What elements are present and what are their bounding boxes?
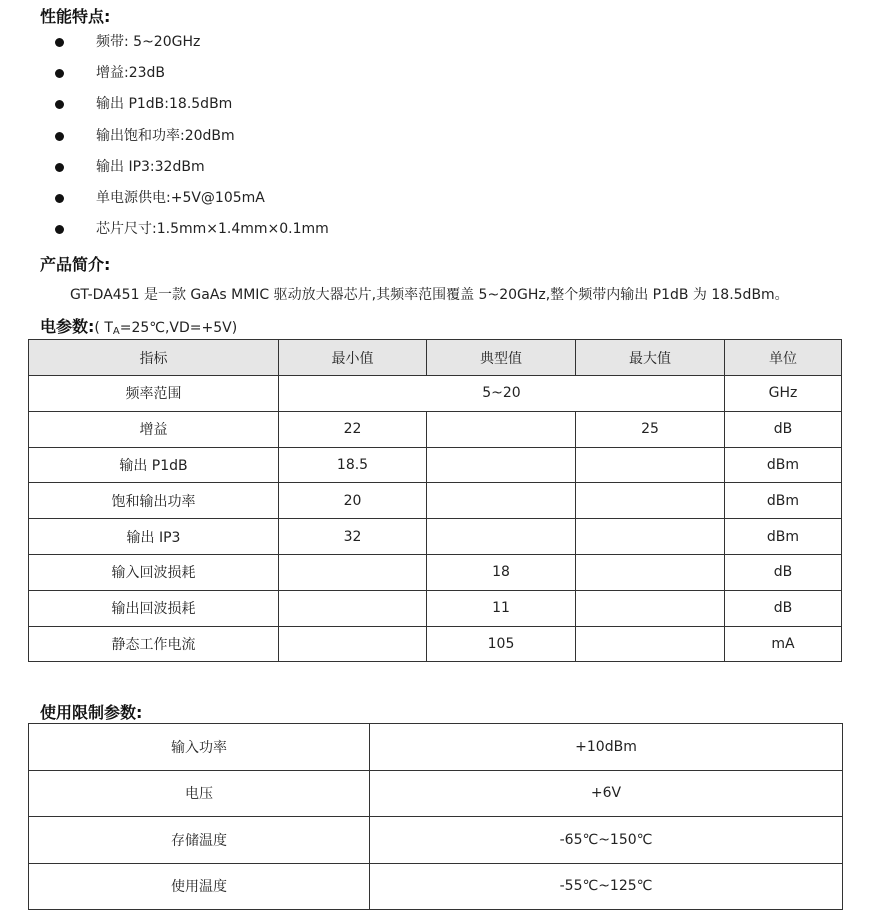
unit-cell: dB xyxy=(725,411,842,447)
param-cell: 输出回波损耗 xyxy=(29,590,279,626)
feature-text: 输出饱和功率:20dBm xyxy=(96,127,235,144)
typ-cell: 105 xyxy=(427,626,576,662)
list-item xyxy=(0,27,880,58)
list-item xyxy=(0,89,880,120)
intro-heading: 产品简介: xyxy=(40,255,111,274)
table-row xyxy=(29,483,842,519)
table-row xyxy=(29,447,842,483)
param-cell: 使用温度 xyxy=(29,863,370,910)
max-cell xyxy=(576,519,725,555)
max-cell xyxy=(576,483,725,519)
min-cell: 20 xyxy=(279,483,427,519)
list-item xyxy=(0,152,880,183)
col-header: 典型值 xyxy=(427,340,576,376)
condition-subscript: A xyxy=(112,326,120,337)
bullet-icon xyxy=(55,69,64,78)
features-heading: 性能特点: xyxy=(40,7,111,26)
table-row xyxy=(29,411,842,447)
list-item xyxy=(0,183,880,214)
table-row xyxy=(29,554,842,590)
intro-text: GT-DA451 是一款 GaAs MMIC 驱动放大器芯片,其频率范围覆盖 5~20GHz,整个频带内输出 P1dB 为 18.5dBm。 xyxy=(70,287,789,303)
table-row xyxy=(29,626,842,662)
param-cell: 输出 P1dB xyxy=(29,447,279,483)
electrical-table xyxy=(28,339,842,662)
max-cell xyxy=(576,554,725,590)
max-cell xyxy=(576,590,725,626)
feature-text: 频带: 5~20GHz xyxy=(96,34,201,50)
condition-rest: =25℃,VD=+5V) xyxy=(119,320,238,336)
list-item xyxy=(0,214,880,245)
max-cell: 25 xyxy=(576,411,725,447)
min-cell: 18.5 xyxy=(279,447,427,483)
bullet-icon xyxy=(55,194,64,203)
typ-cell: 11 xyxy=(427,590,576,626)
bullet-icon xyxy=(55,163,64,172)
value-cell: -55℃~125℃ xyxy=(370,863,843,910)
col-header: 指标 xyxy=(29,340,279,376)
typ-cell xyxy=(427,411,576,447)
table-row xyxy=(29,817,843,864)
param-cell: 输出 IP3 xyxy=(29,519,279,555)
value-cell: +6V xyxy=(370,770,843,817)
param-cell: 静态工作电流 xyxy=(29,626,279,662)
features-list xyxy=(0,27,880,245)
param-cell: 电压 xyxy=(29,770,370,817)
limits-table xyxy=(28,723,843,910)
min-cell xyxy=(279,590,427,626)
electrical-heading xyxy=(40,314,237,337)
unit-cell: dB xyxy=(725,554,842,590)
unit-cell: dB xyxy=(725,590,842,626)
typ-cell xyxy=(427,483,576,519)
condition-open: ( T xyxy=(94,320,113,336)
table-row xyxy=(29,376,842,412)
min-cell: 32 xyxy=(279,519,427,555)
feature-text: 芯片尺寸:1.5mm×1.4mm×0.1mm xyxy=(96,221,329,238)
typ-cell xyxy=(427,519,576,555)
min-cell xyxy=(279,626,427,662)
electrical-heading-label: 电参数: xyxy=(40,317,95,336)
bullet-icon xyxy=(55,100,64,109)
typ-cell: 18 xyxy=(427,554,576,590)
value-cell: +10dBm xyxy=(370,724,843,771)
table-row xyxy=(29,770,843,817)
feature-text: 增益:23dB xyxy=(96,65,166,82)
col-header: 最小值 xyxy=(279,340,427,376)
value-cell: -65℃~150℃ xyxy=(370,817,843,864)
param-cell: 输入功率 xyxy=(29,724,370,771)
table-row xyxy=(29,863,843,910)
test-condition xyxy=(94,320,237,336)
unit-cell: dBm xyxy=(725,483,842,519)
max-cell xyxy=(576,626,725,662)
max-cell xyxy=(576,447,725,483)
bullet-icon xyxy=(55,225,64,234)
unit-cell: mA xyxy=(725,626,842,662)
typ-cell xyxy=(427,447,576,483)
table-row xyxy=(29,724,843,771)
bullet-icon xyxy=(55,38,64,47)
col-header: 最大值 xyxy=(576,340,725,376)
param-cell: 频率范围 xyxy=(29,376,279,412)
min-cell xyxy=(279,554,427,590)
unit-cell: dBm xyxy=(725,447,842,483)
param-cell: 输入回波损耗 xyxy=(29,554,279,590)
min-cell: 22 xyxy=(279,411,427,447)
col-header: 单位 xyxy=(725,340,842,376)
bullet-icon xyxy=(55,132,64,141)
feature-text: 单电源供电:+5V@105mA xyxy=(96,189,265,206)
list-item xyxy=(0,58,880,89)
unit-cell: GHz xyxy=(725,376,842,412)
list-item xyxy=(0,121,880,152)
table-header-row xyxy=(29,340,842,376)
table-row xyxy=(29,519,842,555)
param-cell: 饱和输出功率 xyxy=(29,483,279,519)
range-cell: 5~20 xyxy=(279,376,725,412)
limits-heading: 使用限制参数: xyxy=(40,703,143,722)
unit-cell: dBm xyxy=(725,519,842,555)
feature-text: 输出 IP3:32dBm xyxy=(96,158,205,175)
param-cell: 存储温度 xyxy=(29,817,370,864)
param-cell: 增益 xyxy=(29,411,279,447)
feature-text: 输出 P1dB:18.5dBm xyxy=(96,96,233,113)
table-row xyxy=(29,590,842,626)
